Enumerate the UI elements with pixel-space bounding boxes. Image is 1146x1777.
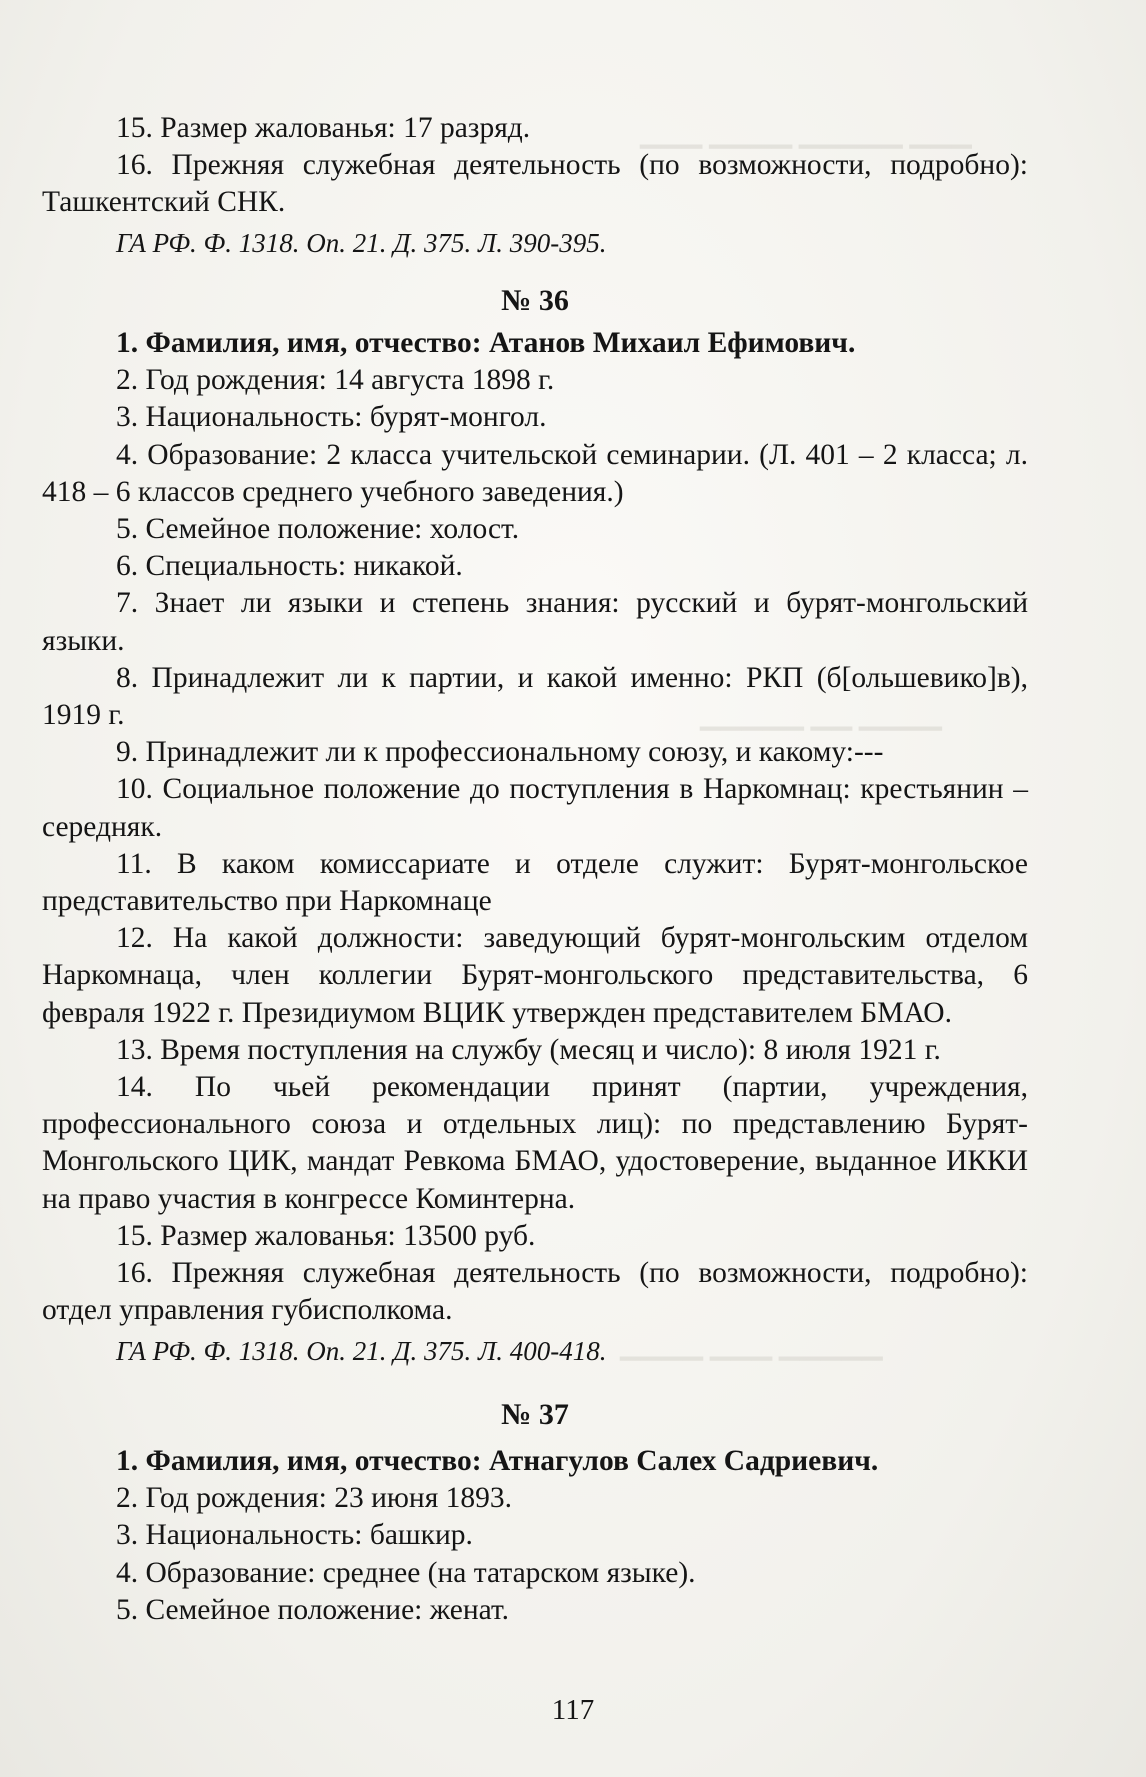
bleed-through-decoration: ▁▁▁ ▁▁▁▁▁ ▁▁▁▁ ▁▁▁: [640, 118, 972, 148]
entry-37-number: № 37: [501, 1397, 569, 1431]
entry-36-number: № 36: [501, 283, 569, 317]
archive-reference: ГА РФ. Ф. 1318. Оп. 21. Д. 375. Л. 390-395.: [116, 227, 607, 258]
entry-36-field: 16. Прежняя служебная деятельность (по возможности, подробно): отдел управления губисполкома.: [42, 1257, 1028, 1327]
entry-37-field: 5. Семейное положение: женат.: [116, 1593, 510, 1626]
entry-36-field: 9. Принадлежит ли к профессиональному союзу, и какому:---: [116, 736, 884, 769]
entry-36-field: 10. Социальное положение до поступления в Наркомнац: крестьянин – середняк.: [42, 773, 1028, 843]
entry-37-field-name: 1. Фамилия, имя, отчество: Атнагулов Салех Садриевич.: [116, 1444, 879, 1477]
entry-36-field: 11. В каком комиссариате и отделе служит: Бурят-монгольское представительство при Наркомнаце: [42, 847, 1028, 918]
entry-36-field: 4. Образование: 2 класса учительской семинарии. (Л. 401 – 2 класса; л. 418 – 6 классов среднего учебного заведения.): [42, 438, 1028, 508]
entry-36-field: 8. Принадлежит ли к партии, и какой именно: РКП (б[ольшевико]в), 1919 г.: [42, 661, 1028, 732]
entry-36-field: 15. Размер жалованья: 13500 руб.: [116, 1219, 536, 1252]
entry-35-field-16: 16. Прежняя служебная деятельность (по возможности, подробно): Ташкентский СНК.: [42, 149, 1028, 219]
bleed-through-decoration: ▁▁▁▁ ▁▁ ▁▁▁▁▁: [700, 700, 942, 730]
archive-reference: ГА РФ. Ф. 1318. Оп. 21. Д. 375. Л. 400-418.: [116, 1335, 607, 1366]
entry-37-field: 2. Год рождения: 23 июня 1893.: [116, 1482, 513, 1515]
entry-37-field: 4. Образование: среднее (на татарском языке).: [116, 1556, 696, 1589]
entry-36-field: 6. Специальность: никакой.: [116, 550, 463, 583]
entry-36-field: 13. Время поступления на службу (месяц и число): 8 июля 1921 г.: [116, 1033, 941, 1066]
entry-35-field-15: 15. Размер жалованья: 17 разряд.: [116, 112, 531, 144]
entry-36-field: 7. Знает ли языки и степень знания: русский и бурят-монгольский языки.: [42, 587, 1028, 657]
entry-36-field: 14. По чьей рекомендации принят (партии, учреждения, профессионального союза и отдельных лиц): по представлению Бурят-Монгольского ЦИК, мандат Ревкома БМАО, удостоверение, выданное ИККИ на право участия в конгрессе Коминтерна.: [42, 1071, 1028, 1215]
page-number: 117: [551, 1694, 595, 1726]
entry-36-field-name: 1. Фамилия, имя, отчество: Атанов Михаил Ефимович.: [116, 327, 856, 360]
entry-36-field: 2. Год рождения: 14 августа 1898 г.: [116, 364, 555, 397]
bleed-through-decoration: ▁▁▁▁▁ ▁▁▁ ▁▁▁▁: [620, 1330, 883, 1360]
entry-36-field: 12. На какой должности: заведующий бурят-монгольским отделом Наркомнаца, член коллегии Бурят-монгольского представительства, 6 февраля 1922 г. Президиумом ВЦИК утвержден представителем БМАО.: [42, 922, 1028, 1029]
entry-36-field: 5. Семейное положение: холост.: [116, 513, 520, 546]
text-column: [42, 110, 1028, 1629]
entry-37-field: 3. Национальность: башкир.: [116, 1519, 473, 1552]
entry-36-field: 3. Национальность: бурят-монгол.: [116, 401, 547, 434]
